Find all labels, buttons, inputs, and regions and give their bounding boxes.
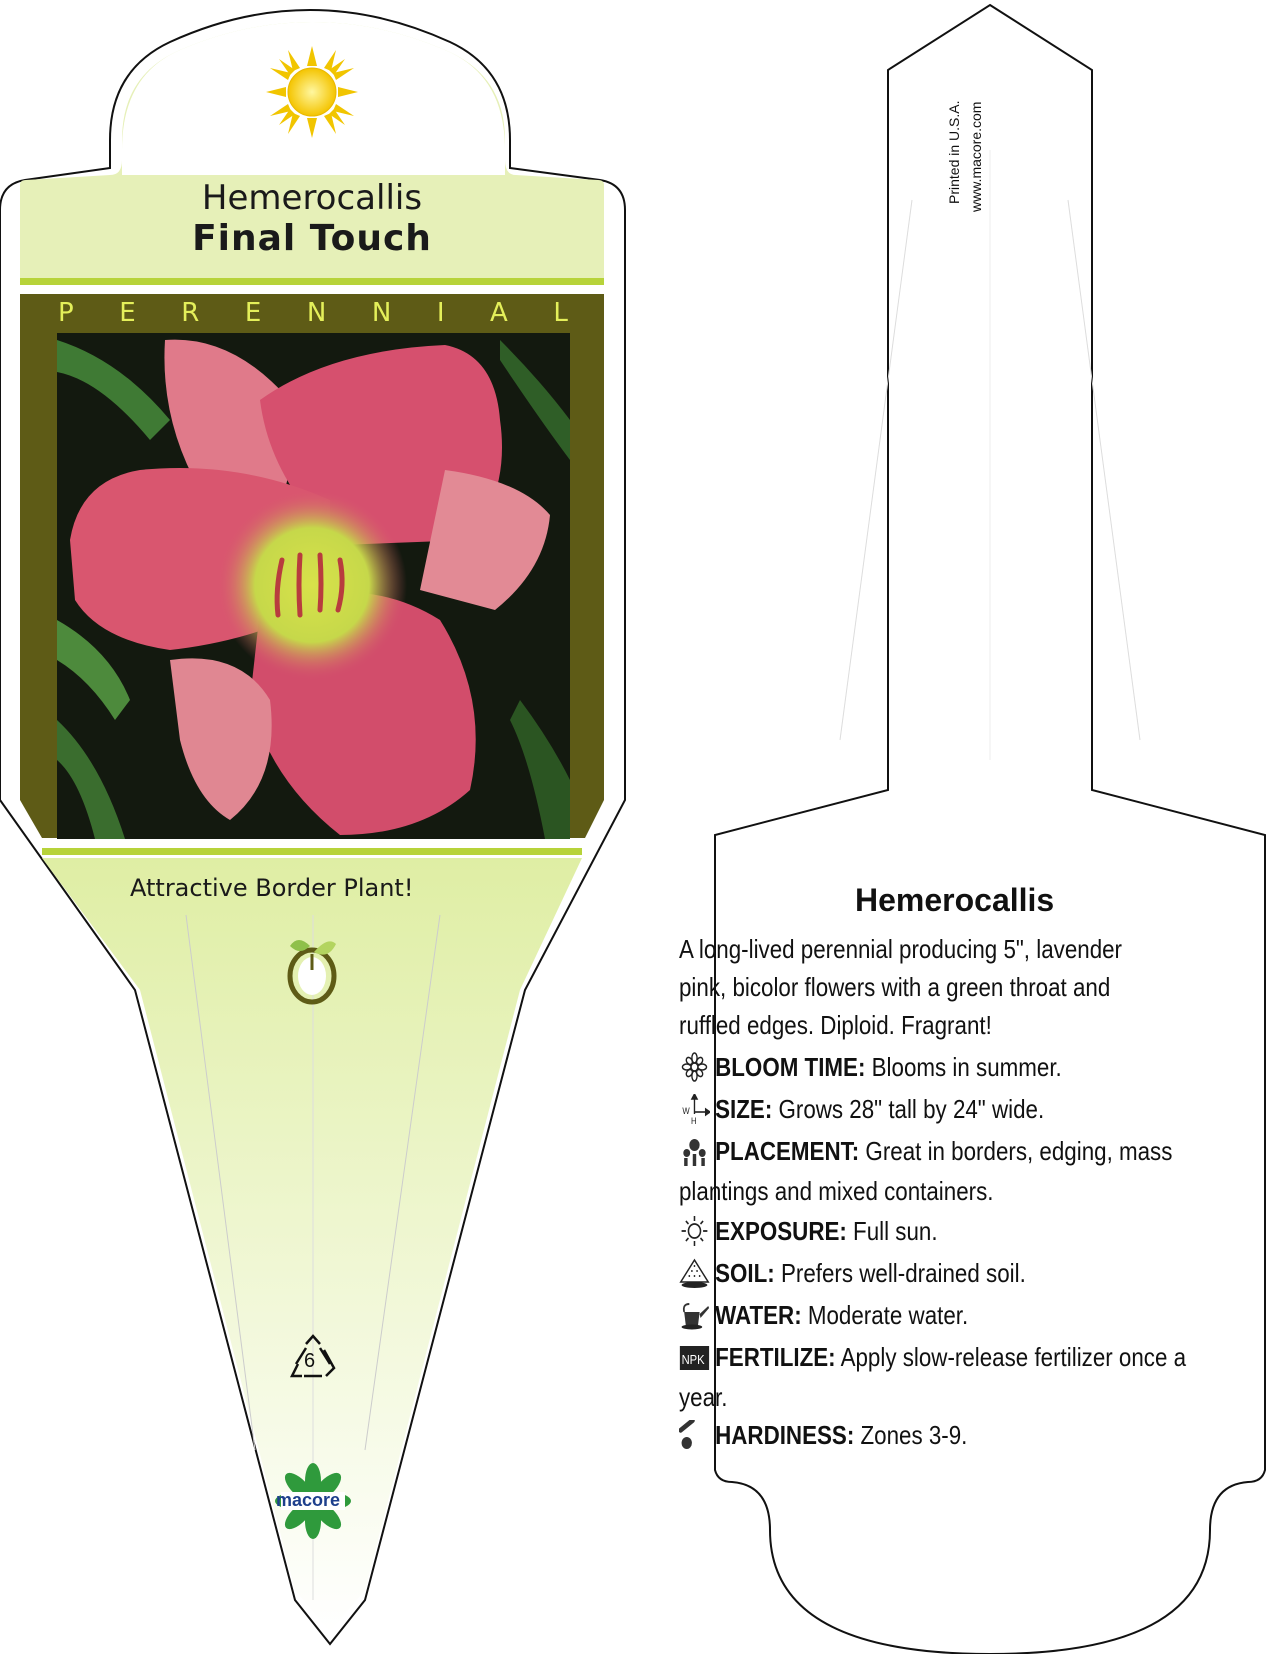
- category-letter: N: [306, 298, 327, 328]
- attribute-water: [679, 1294, 1204, 1334]
- attribute-hardiness: [679, 1414, 1204, 1454]
- printed-in-label: Printed in U.S.A.: [946, 100, 962, 204]
- sun-icon: [266, 46, 358, 138]
- sun-icon: [679, 1216, 710, 1246]
- category-letter: E: [244, 298, 262, 328]
- attribute-value: Great in borders, edging, mass plantings and mixed containers.: [679, 1136, 1173, 1207]
- attribute-label: FERTILIZE:: [715, 1342, 836, 1373]
- soil-pile-icon: [679, 1258, 710, 1288]
- tagline: Attractive Border Plant!: [130, 874, 414, 902]
- flower-photo: [57, 333, 570, 839]
- sprout-icon: [284, 930, 340, 1006]
- npk-icon: [679, 1342, 710, 1372]
- plant-genus: Hemerocallis: [201, 178, 423, 218]
- category-letter: A: [490, 298, 508, 328]
- attribute-value: Blooms in summer.: [865, 1052, 1062, 1083]
- attribute-label: EXPOSURE:: [715, 1216, 847, 1247]
- flower-icon: [679, 1052, 710, 1082]
- attribute-value: Moderate water.: [801, 1300, 969, 1331]
- category-letter: P: [58, 298, 74, 328]
- attribute-label: HARDINESS:: [715, 1420, 855, 1451]
- category-letter: R: [181, 298, 200, 328]
- attribute-value: Grows 28" tall by 24" wide.: [772, 1094, 1045, 1125]
- category-label: [58, 298, 568, 328]
- category-letter: N: [371, 298, 392, 328]
- thermometer-icon: [679, 1420, 710, 1450]
- attribute-label: WATER:: [715, 1300, 802, 1331]
- attribute-placement: [679, 1130, 1204, 1210]
- attribute-value: Prefers well-drained soil.: [774, 1258, 1026, 1289]
- attribute-size: [679, 1088, 1204, 1128]
- attribute-label: SIZE:: [715, 1094, 773, 1125]
- svg-text:H: H: [691, 1115, 697, 1125]
- size-arrows-icon: [679, 1094, 710, 1124]
- recycle-number: 6: [304, 1350, 316, 1372]
- attribute-bloom-time: [679, 1046, 1204, 1086]
- back-title: Hemerocallis: [855, 882, 1055, 918]
- website-label: www.macore.com: [968, 101, 984, 212]
- svg-text:NPK: NPK: [681, 1352, 705, 1368]
- svg-text:W: W: [682, 1105, 690, 1117]
- attribute-exposure: [679, 1210, 1204, 1250]
- plant-cultivar: Final Touch: [192, 218, 432, 259]
- attribute-label: BLOOM TIME:: [715, 1052, 866, 1083]
- category-letter: E: [119, 298, 136, 328]
- attribute-value: Zones 3-9.: [854, 1420, 968, 1451]
- placement-plants-icon: [679, 1136, 710, 1166]
- category-letter: L: [553, 298, 568, 328]
- attribute-value: Apply slow-release fertilizer once a year.: [679, 1342, 1187, 1413]
- attribute-label: SOIL:: [715, 1258, 775, 1289]
- plant-description: A long-lived perennial producing 5", lavender pink, bicolor flowers with a green throat and ruffled edges. Diploid. Fragrant!: [679, 934, 1123, 1040]
- attribute-label: PLACEMENT:: [715, 1136, 860, 1167]
- attribute-soil: [679, 1252, 1204, 1292]
- attribute-value: Full sun.: [846, 1216, 938, 1247]
- attribute-fertilize: [679, 1336, 1204, 1416]
- category-letter: I: [436, 298, 445, 328]
- brand-name: macore: [276, 1490, 341, 1510]
- watering-can-icon: [679, 1300, 710, 1330]
